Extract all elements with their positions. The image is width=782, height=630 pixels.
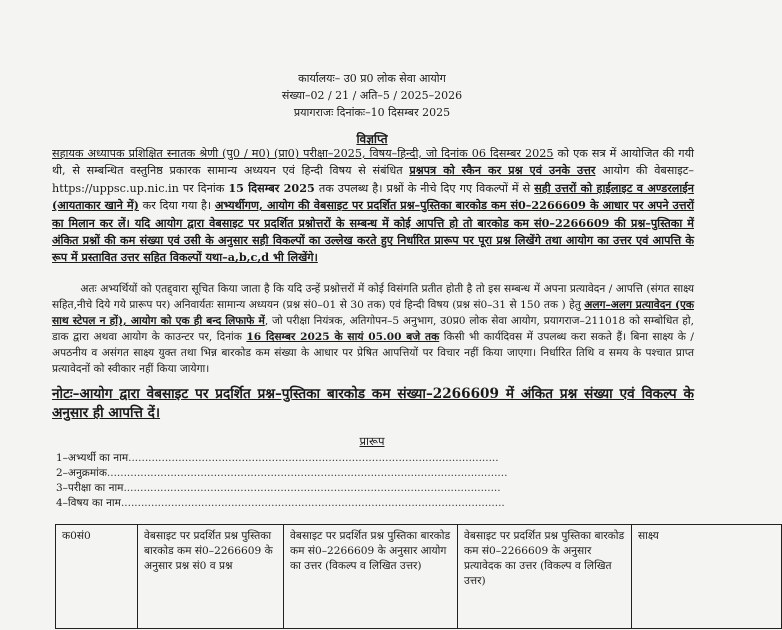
para1-text-b: तक उपलब्ध है। प्रश्नों के नीचे दिए गए विकल्पों में से (314, 181, 535, 195)
header-commission-answer: वेबसाइट पर प्रदर्शित प्रश्न पुस्तिका बारकोड कम सं0–2266609 के अनुसार आयोग का उत्तर (विकल्प व लिखित उत्तर) (284, 525, 458, 629)
para1-text-a: को एक सत्र में आयोजित की गयी थी, से सम्बन्धित वस्तुनिष्ठ प्रकारक सामान्य अध्ययन एवं हिन्दी विषय से संबंधित (52, 147, 694, 178)
notice-paragraph-1 (52, 146, 694, 267)
candidate-fields (56, 451, 508, 511)
website-text: आयोग की वेबसाइट– https://uppsc.up.nic.in पर दिनांक (52, 164, 694, 195)
objection-format-table (55, 524, 782, 629)
exam-details: सहायक अध्यापक प्रशिक्षित स्नातक श्रेणी (पु0 / म0) (प्रा0) परीक्षा–2025, विषय–हिन्दी, जो दिनांक 06 दिसम्बर 2025 (52, 147, 554, 160)
field-label: 1–अभ्यर्थी का नाम (56, 452, 129, 464)
field-subject-name (56, 496, 505, 511)
para2-text-b: , जो परीक्षा नियंत्रक, अतिगोपन–5 अनुभाग, उ0प्र0 लोक सेवा आयोग, प्रयागराज–211018 को सम्बोधित हो, डाक द्वारा अथवा आयोग के काउन्टर पर, दिनांक (52, 315, 694, 343)
candidate-instruction: अभ्यर्थीगण, आयोग की वेबसाइट पर प्रदर्शित प्रश्न–पुस्तिका बारकोड कम सं0–2266609 के आधार पर अपने उत्तरों का मिलान कर लें। यदि आयोग द्वारा वेबसाइट पर प्रदर्शित प्रश्नोत्तरों के सम्बन्ध में कोई आपत्ति हो तो बारकोड कम सं0–2266609 की प्रश्न–पुस्तिका में अंकित प्रश्नों की कम संख्या एवं उसी के अनुसार सही विकल्पों का उल्लेख करते हुए निर्धारित प्रारूप पर पूरा प्रश्न लिखेंगे तथा आयोग का उत्तर एवं आपत्ति के रूप में प्रस्तावित उत्तर सहित विकल्पों यथा–a,b,c,d भी लिखेंगे। (52, 198, 694, 265)
field-candidate-name (56, 451, 499, 466)
header-serial-number: क0सं0 (56, 525, 138, 629)
issue-date: प्रयागराजः दिनांकः–10 दिसम्बर 2025 (293, 106, 451, 119)
para1-text-c: कर दिया गया है। (138, 199, 215, 213)
field-dots: ................................................................................................................. (123, 482, 501, 494)
separate-representation-text: अलग–अलग प्रत्यावेदन (एक साथ स्टेपल न हों), आयोग को एक ही बन्द लिफाफे में (52, 299, 695, 327)
field-dots: ........................................................................................................................ (106, 467, 508, 479)
notice-title: विज्ञप्ति (356, 132, 388, 146)
field-label: 4–विषय का नाम (56, 497, 121, 509)
field-label: 2–अनुक्रमांक (56, 467, 107, 479)
availability-date: 15 दिसम्बर 2025 (228, 180, 315, 195)
notice-paragraph-2 (52, 281, 698, 377)
field-exam-name (56, 481, 501, 496)
office-name: कार्यालयः– उ0 प्र0 लोक सेवा आयोग (298, 72, 446, 85)
format-title: प्रारूप (359, 434, 385, 448)
scan-question-paper-text: प्रश्नपत्र को स्कैन कर प्रश्न एवं उनके उत्तर (409, 163, 596, 178)
highlight-instruction: सही उत्तरों को हाईलाइट व अण्डरलाईन (आयताकार खाने में) (52, 180, 694, 213)
important-note: नोटः–आयोग द्वारा वेबसाइट पर प्रदर्शित प्रश्न–पुस्तिका बारकोड कम संख्या–2266609 में अंकित प्रश्न संख्या एवं विकल्प के अनुसार ही आपत्ति दें। (52, 386, 694, 421)
deadline-text: 16 दिसम्बर 2025 के सायं 05.00 बजे तक (246, 331, 440, 343)
table-header-row (56, 525, 782, 629)
field-label: 3–परीक्षा का नाम (56, 482, 124, 494)
reference-number: संख्या–02 / 21 / अति–5 / 2025–2026 (281, 89, 463, 102)
header-candidate-answer: वेबसाइट पर प्रदर्शित प्रश्न पुस्तिका बारकोड कम सं0–2266609 के अनुसार प्रत्यावेदक का उत्तर (विकल्प व लिखित उत्तर) (458, 525, 632, 629)
field-roll-number (56, 466, 508, 481)
field-dots: ............................................................................................................... (128, 452, 499, 464)
para2-text-c: किसी भी कार्यदिवस में उपलब्ध करा सकते हैं। बिना साक्ष्य के / अपठनीय व असंगत साक्ष्य युक्त तथा भिन्न बारकोड कम संख्या के आधार पर प्रेषित आपत्तियों पर विचार नहीं किया जाएगा। निर्धारित तिथि व समय के पश्चात प्राप्त प्रत्यावेदनों को स्वीकार नहीं किया जायेगा। (52, 331, 694, 375)
office-header (0, 70, 744, 121)
para2-text-a: अतः अभ्यर्थियों को एतद्द्वारा सूचित किया जाता है कि यदि उन्हें प्रश्नोत्तरों में कोई विसंगति प्रतीत होती है तो इस सम्बन्ध में अपना प्रत्यावेदन / आपत्ति (संगत साक्ष्य सहित,नीचे दिये गये प्रारूप पर) अनिवार्यतः सामान्य अध्ययन (प्रश्न सं0–01 से 30 तक) एवं हिन्दी विषय (प्रश्न सं0–31 से 150 तक ) हेतु (52, 283, 698, 311)
field-dots: ................................................................................................................... (120, 497, 505, 509)
header-question-number: वेबसाइट पर प्रदर्शित प्रश्न पुस्तिका बारकोड कम सं0–2266609 के अनुसार प्रश्न सं0 व प्रश्न (138, 525, 284, 629)
header-evidence: साक्ष्य (632, 525, 782, 629)
